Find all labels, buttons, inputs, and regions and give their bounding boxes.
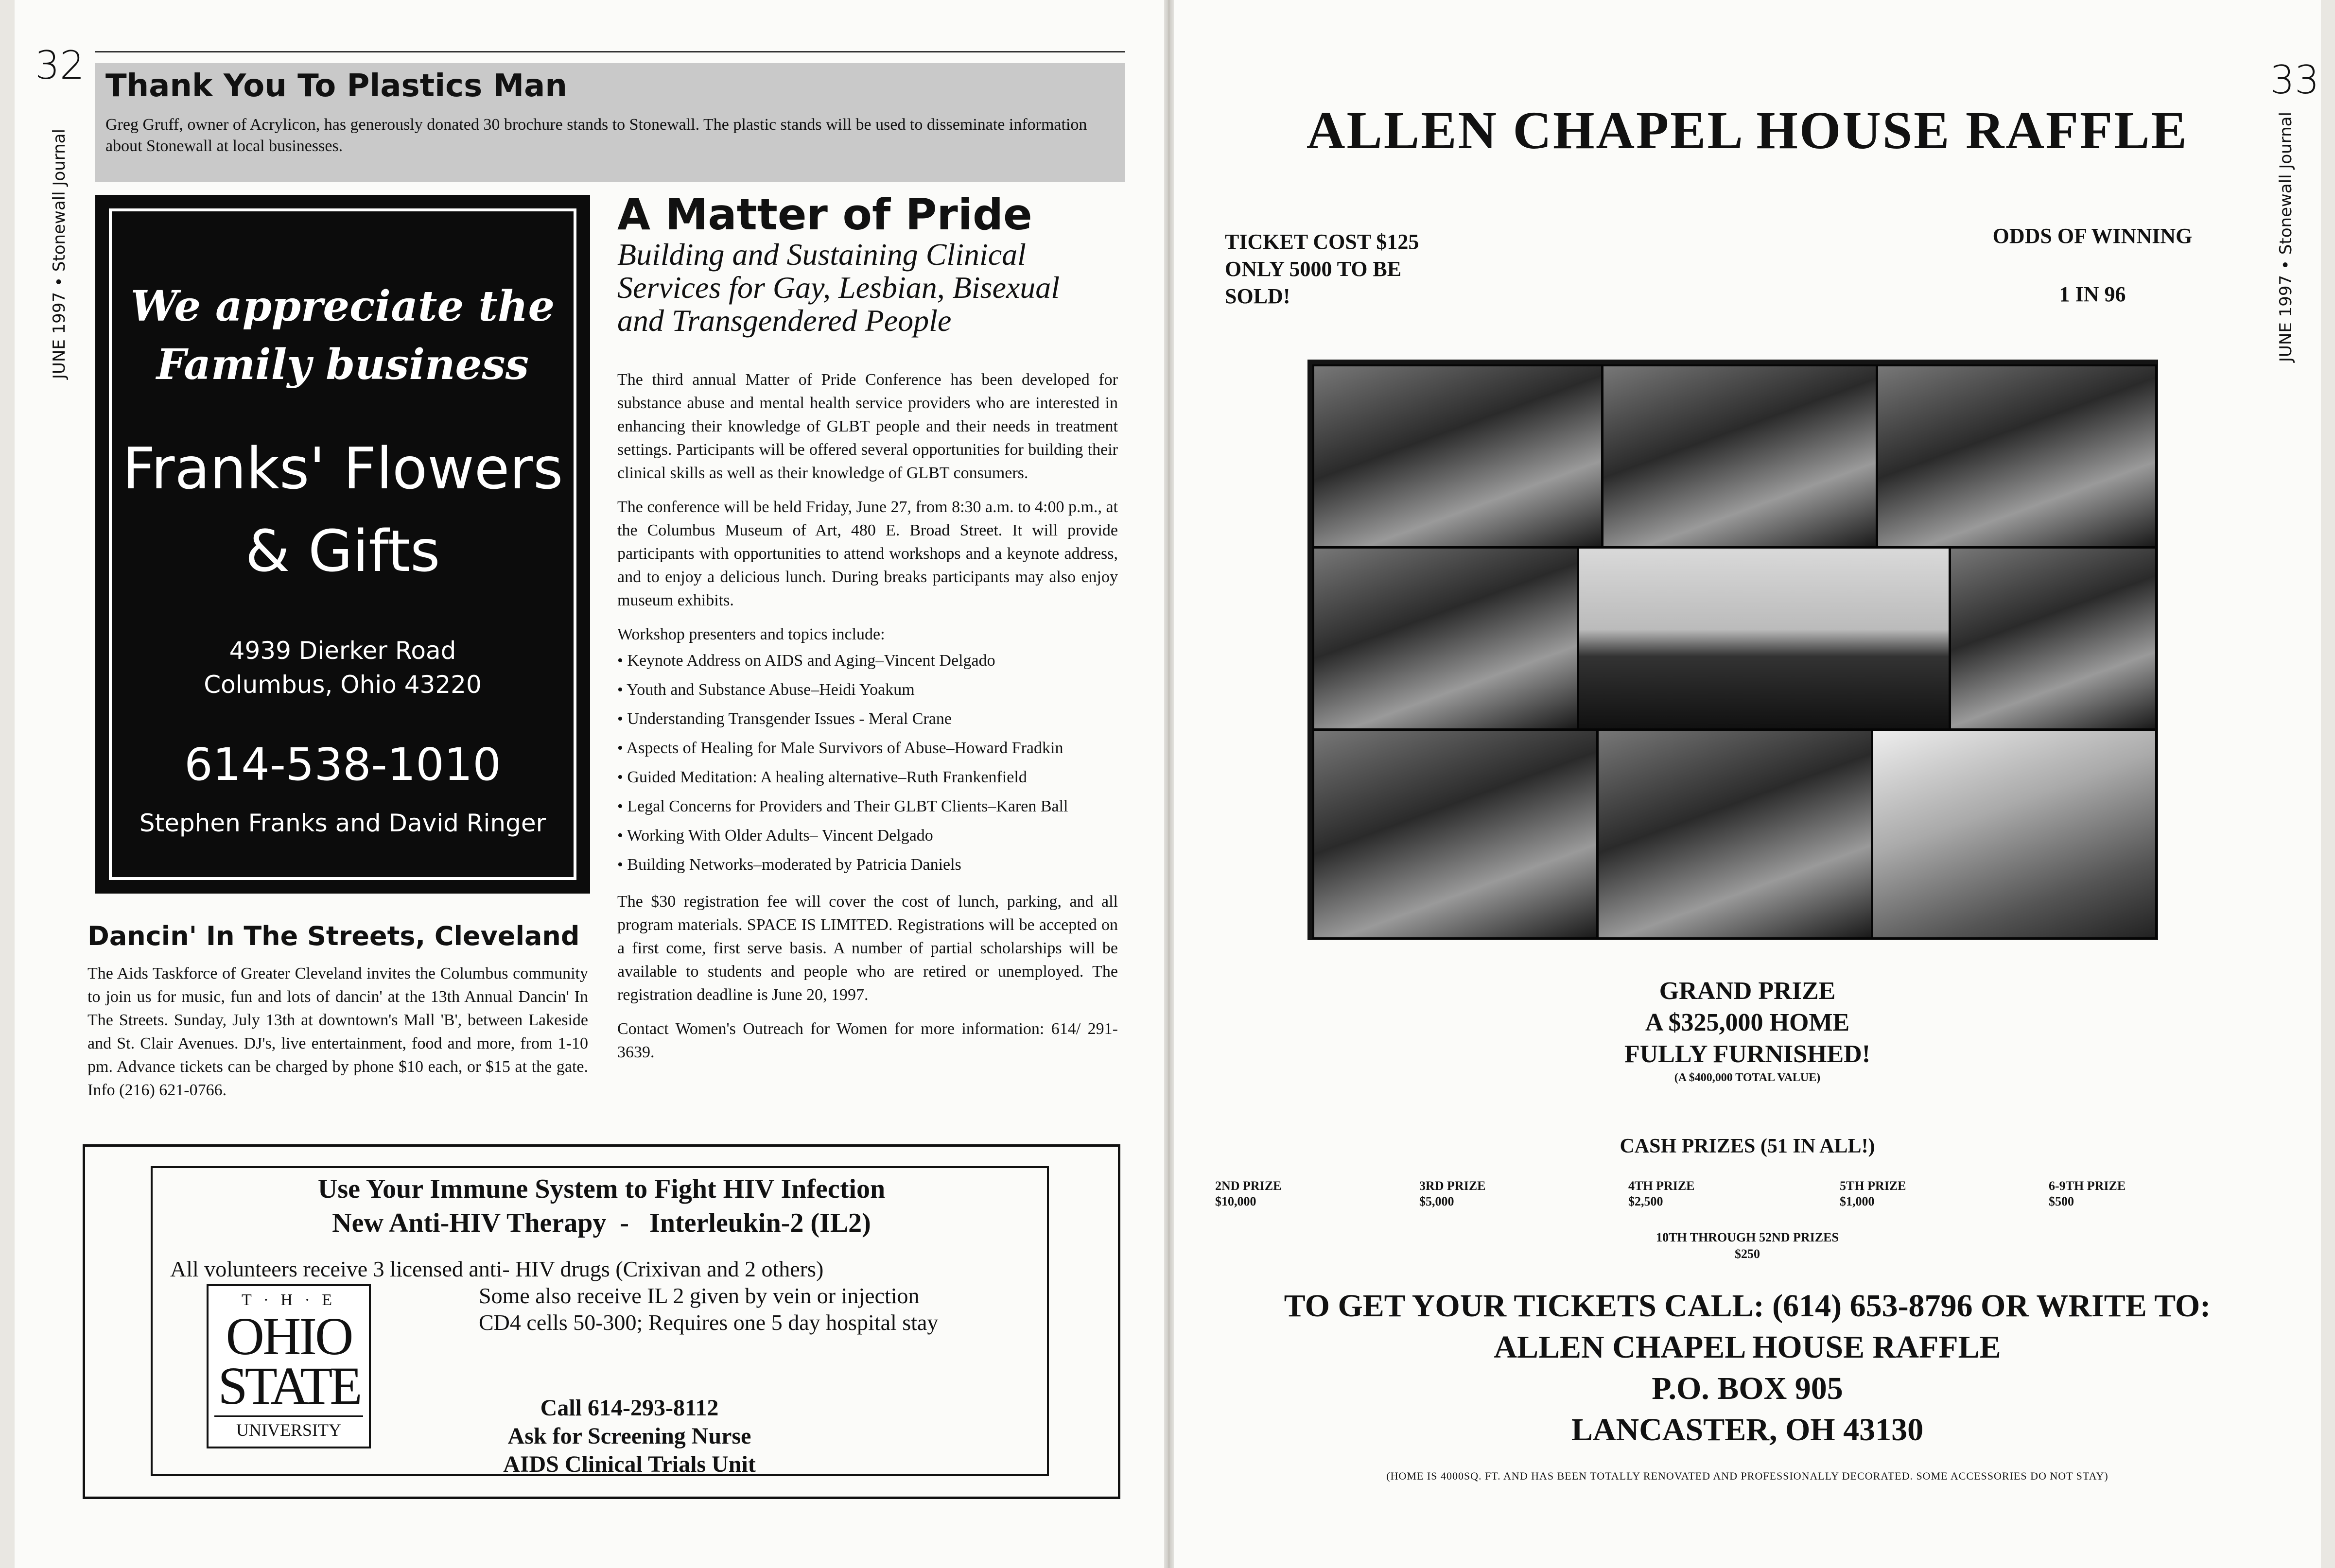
photo-master-bedroom bbox=[1949, 547, 2157, 730]
hiv-line-2: Some also receive IL 2 given by vein or injection bbox=[479, 1283, 920, 1308]
address-2: P.O. BOX 905 bbox=[1652, 1371, 1843, 1406]
prize-6-9 bbox=[2049, 1178, 2126, 1209]
prize-3 bbox=[1419, 1178, 1486, 1209]
photo-family-room bbox=[1312, 729, 1598, 939]
left-page bbox=[15, 0, 1164, 1568]
pride-title: A Matter of Pride bbox=[617, 190, 1032, 240]
prize-amount: $250 bbox=[1735, 1247, 1760, 1261]
hiv-trial-ad bbox=[83, 1144, 1120, 1499]
photo-bathroom bbox=[1871, 729, 2157, 939]
hiv-title-1: Use Your Immune System to Fight HIV Infection bbox=[317, 1174, 886, 1204]
footnote: (HOME IS 4000SQ. FT. AND HAS BEEN TOTALLY RENOVATED AND PROFESSIONALLY DECORATED. SOME ACCESSORIES DO NOT STAY) bbox=[1386, 1470, 2108, 1482]
prize-5 bbox=[1840, 1178, 1906, 1209]
ad-name-2: & Gifts bbox=[245, 517, 440, 585]
prize-2 bbox=[1215, 1178, 1282, 1209]
logo-university: UNIVERSITY bbox=[236, 1420, 341, 1440]
list-item: • Youth and Substance Abuse–Heidi Yoakum bbox=[617, 675, 1118, 705]
grand-prize-3: FULLY FURNISHED! bbox=[1624, 1040, 1871, 1068]
raffle-title: ALLEN CHAPEL HOUSE RAFFLE bbox=[1307, 101, 2188, 160]
hiv-call: Call 614-293-8112 bbox=[540, 1395, 719, 1421]
ad-owners: Stephen Franks and David Ringer bbox=[139, 809, 546, 837]
pride-para-4: Contact Women's Outreach for Women for more information: 614/ 291-3639. bbox=[617, 1020, 1118, 1061]
ad-city: Columbus, Ohio 43220 bbox=[204, 671, 482, 699]
odds-label: ODDS OF WINNING bbox=[1992, 224, 2193, 248]
grand-prize-2: A $325,000 HOME bbox=[1645, 1009, 1850, 1036]
cash-prizes: CASH PRIZES (51 IN ALL!) bbox=[1620, 1135, 1875, 1157]
hiv-unit: AIDS Clinical Trials Unit bbox=[503, 1451, 756, 1477]
prize-amount: $10,000 bbox=[1215, 1194, 1256, 1208]
franks-flowers-ad bbox=[97, 197, 588, 892]
prize-amount: $1,000 bbox=[1840, 1194, 1875, 1208]
pride-article bbox=[617, 368, 1118, 1075]
prize-label: 4TH PRIZE bbox=[1628, 1179, 1695, 1193]
list-item: • Working With Older Adults– Vincent Delgado bbox=[617, 821, 1118, 850]
page-number: 32 bbox=[35, 43, 85, 88]
ticket-info bbox=[1225, 228, 1419, 310]
prize-label: 2ND PRIZE bbox=[1215, 1179, 1282, 1193]
prize-label: 3RD PRIZE bbox=[1419, 1179, 1486, 1193]
grand-prize-value: (A $400,000 TOTAL VALUE) bbox=[1674, 1071, 1821, 1084]
list-item: • Guided Meditation: A healing alternative–Ruth Frankenfield bbox=[617, 763, 1118, 792]
ticket-only: ONLY 5000 TO BE bbox=[1225, 257, 1402, 281]
house-photo-collage bbox=[1307, 360, 2158, 940]
prize-10-52 bbox=[1174, 1229, 2321, 1262]
pride-para-2: The conference will be held Friday, June 27, from 8:30 a.m. to 4:00 p.m., at the Columbus Museum of Art, 480 E. Broad Street. It will provide participants with opportunities to attend workshops and a keynote address, and to enjoy a delicious lunch. During breaks participants may also enjoy museum exhibits. bbox=[617, 498, 1118, 609]
ad-street: 4939 Dierker Road bbox=[229, 637, 456, 665]
pride-subtitle: Building and Sustaining Clinical Services for Gay, Lesbian, Bisexual and Transgendered People bbox=[617, 237, 1060, 338]
ohio-state-logo bbox=[207, 1284, 371, 1448]
ad-border bbox=[109, 208, 576, 880]
thank-you-title: Thank You To Plastics Man bbox=[105, 68, 567, 104]
address-1: ALLEN CHAPEL HOUSE RAFFLE bbox=[1494, 1329, 2001, 1365]
ad-name-1: Franks' Flowers bbox=[122, 435, 563, 502]
hiv-line-1: All volunteers receive 3 licensed anti- HIV drugs (Crixivan and 2 others) bbox=[170, 1257, 824, 1281]
photo-house-exterior bbox=[1577, 547, 1951, 730]
ticket-sold: SOLD! bbox=[1225, 284, 1290, 308]
page-number: 33 bbox=[2270, 57, 2319, 103]
ad-phone: 614-538-1010 bbox=[184, 739, 501, 791]
thank-you-body: Greg Gruff, owner of Acrylicon, has generously donated 30 brochure stands to Stonewall. The plastic stands will be used to disseminate information about Stonewall at local businesses. bbox=[105, 116, 1087, 155]
pride-topics-intro: Workshop presenters and topics include: bbox=[617, 625, 885, 643]
photo-parlor bbox=[1876, 364, 2157, 548]
right-page bbox=[1174, 0, 2321, 1568]
thank-you-box bbox=[95, 63, 1125, 182]
logo-ohio: OHIO bbox=[226, 1307, 352, 1366]
prize-4 bbox=[1628, 1178, 1695, 1209]
prize-label: 10TH THROUGH 52ND PRIZES bbox=[1656, 1230, 1839, 1244]
prize-amount: $500 bbox=[2049, 1194, 2074, 1208]
hiv-ask: Ask for Screening Nurse bbox=[507, 1423, 751, 1449]
photo-bedroom bbox=[1312, 547, 1579, 730]
photo-dining-room bbox=[1312, 364, 1603, 548]
logo-state: STATE bbox=[218, 1356, 360, 1415]
pride-para-1: The third annual Matter of Pride Conference has been developed for substance abuse and mental health service providers who are interested in enhancing their knowledge of GLBT people and their needs in treatment settings. Participants will be offered several opportunities for building their clinical skills as well as their knowledge of GLBT consumers. bbox=[617, 371, 1118, 482]
top-rule bbox=[95, 51, 1125, 52]
address-3: LANCASTER, OH 43130 bbox=[1571, 1412, 1924, 1447]
ticket-cost: TICKET COST $125 bbox=[1225, 230, 1419, 254]
pride-para-3: The $30 registration fee will cover the cost of lunch, parking, and all program materials. SPACE IS LIMITED. Registrations will be accepted on a first come, first serve basis. A number of partial scholarships will be available to students and people who are retired or unemployed. The registration deadline is June 20, 1997. bbox=[617, 893, 1118, 1004]
list-item: • Legal Concerns for Providers and Their GLBT Clients–Karen Ball bbox=[617, 792, 1118, 821]
list-item: • Building Networks–moderated by Patricia Daniels bbox=[617, 850, 1118, 879]
pride-topic-list bbox=[617, 646, 1118, 879]
prize-amount: $2,500 bbox=[1628, 1194, 1663, 1208]
ad-line-2: Family business bbox=[156, 340, 529, 389]
list-item: • Keynote Address on AIDS and Aging–Vincent Delgado bbox=[617, 646, 1118, 675]
photo-den bbox=[1597, 729, 1873, 939]
dancin-body: The Aids Taskforce of Greater Cleveland invites the Columbus community to join us for music, fun and lots of dancin' at the 13th Annual Dancin' In The Streets. Sunday, July 13th at downtown's Mall 'B', between Lakeside and St. Clair Avenues. DJ's, live entertainment, food and more, from 1-10 pm. Advance tickets can be charged by phone $10 each, or $15 at the gate. Info (216) 621-0766. bbox=[87, 965, 588, 1099]
list-item: • Understanding Transgender Issues - Meral Crane bbox=[617, 705, 1118, 734]
dancin-title: Dancin' In The Streets, Cleveland bbox=[87, 921, 580, 951]
logo-rule bbox=[214, 1415, 363, 1417]
grand-prize-1: GRAND PRIZE bbox=[1659, 977, 1836, 1005]
photo-living-room bbox=[1602, 364, 1878, 548]
prize-label: 6-9TH PRIZE bbox=[2049, 1179, 2126, 1193]
running-header: JUNE 1997 • Stonewall Journal bbox=[2276, 112, 2296, 362]
odds-value: 1 IN 96 bbox=[2059, 282, 2126, 306]
hiv-title-2: New Anti-HIV Therapy - Interleukin-2 (IL2) bbox=[332, 1208, 871, 1238]
list-item: • Aspects of Healing for Male Survivors of Abuse–Howard Fradkin bbox=[617, 734, 1118, 763]
call-line: TO GET YOUR TICKETS CALL: (614) 653-8796 OR WRITE TO: bbox=[1284, 1288, 2211, 1324]
prize-label: 5TH PRIZE bbox=[1840, 1179, 1906, 1193]
hiv-line-3: CD4 cells 50-300; Requires one 5 day hospital stay bbox=[479, 1310, 939, 1335]
ad-line-1: We appreciate the bbox=[130, 282, 555, 331]
prize-amount: $5,000 bbox=[1419, 1194, 1454, 1208]
running-header: JUNE 1997 • Stonewall Journal bbox=[50, 129, 69, 379]
logo-the: T · H · E bbox=[241, 1291, 336, 1309]
